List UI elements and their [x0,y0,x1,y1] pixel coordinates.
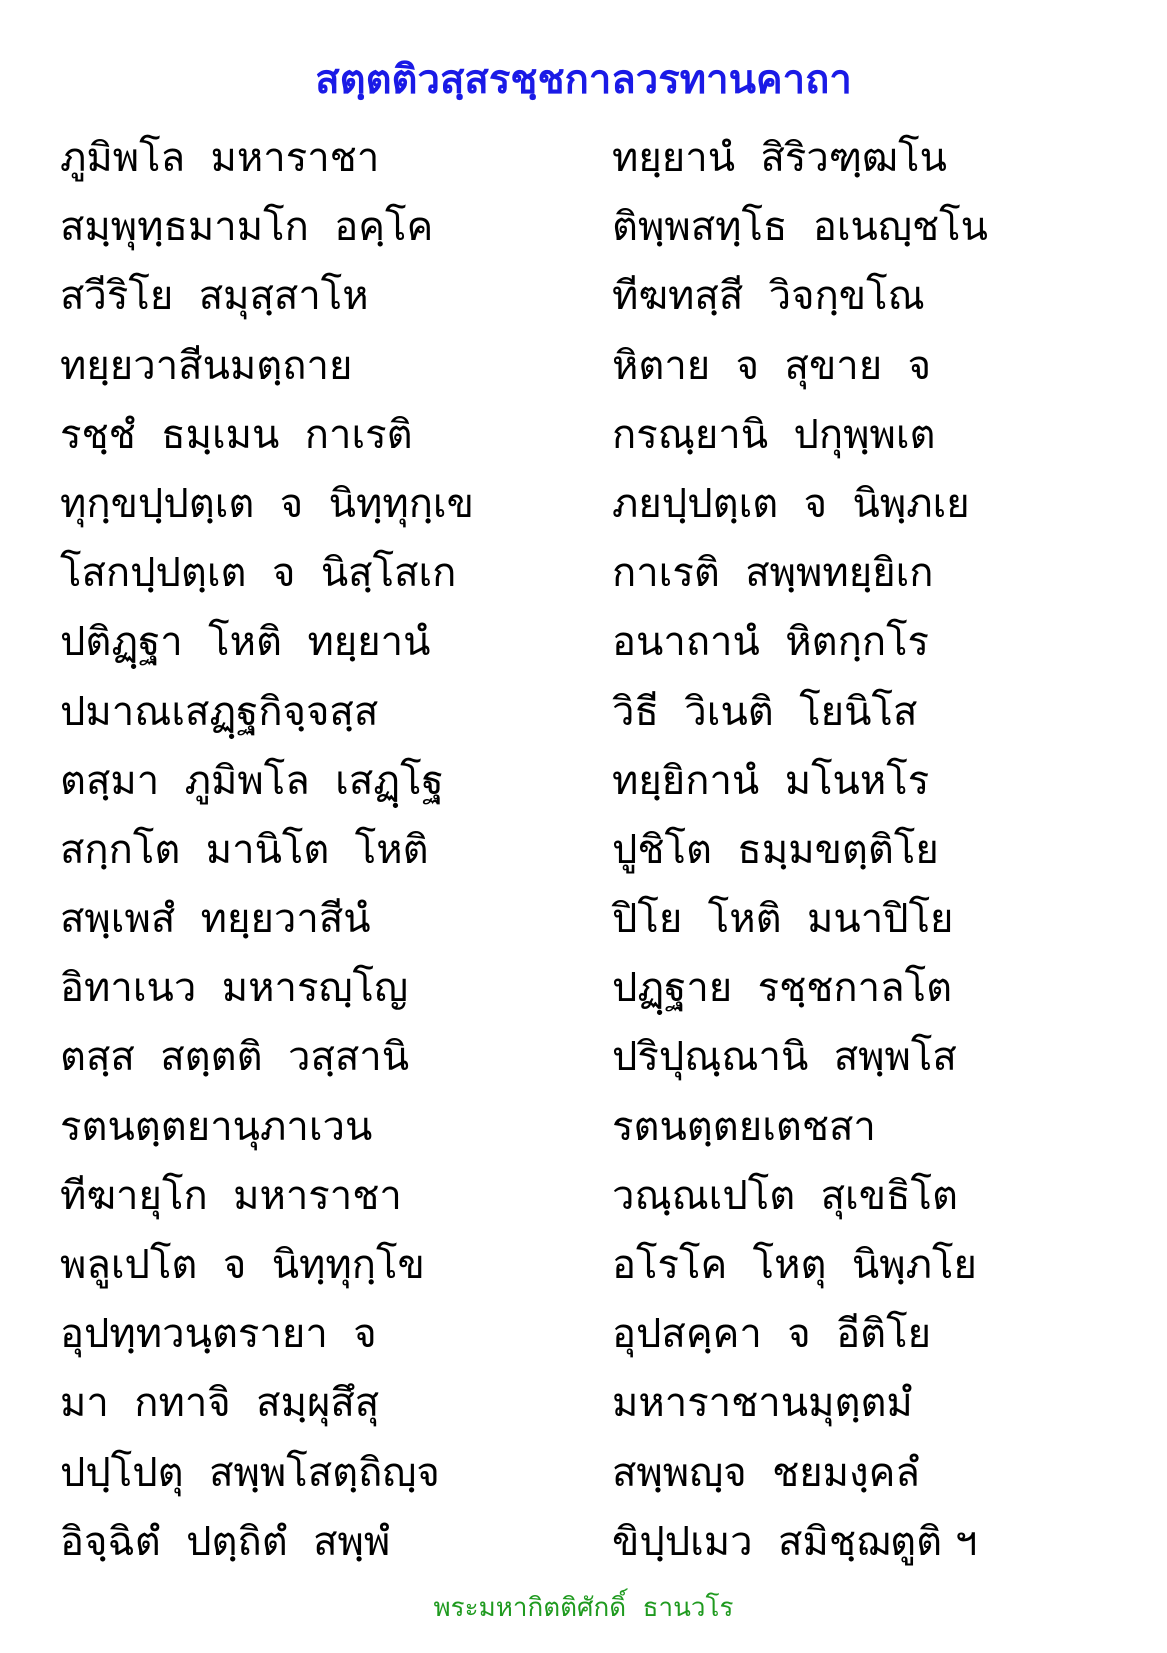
verse-row [60,1093,1140,1162]
verse-row [60,539,1140,608]
verse-line-left: สมฺพุทฺธมามโก อคฺโค [60,204,434,251]
verse-row [60,193,1140,262]
verse-row [60,401,1140,470]
verse-line-right: ทีฆทสฺสี วิจกฺขโณ [612,273,925,320]
verse-row [60,332,1140,401]
verse-line-right: อนาถานํ หิตกฺกโร [612,619,930,666]
verse-row [60,816,1140,885]
verse-line-right: อุปสคฺคา จ อีติโย [612,1311,932,1358]
verse-line-left: ปปฺโปตุ สพฺพโสตฺถิญฺจ [60,1449,440,1496]
verse-line-left: ตสฺมา ภูมิพโล เสฏฺโฐ [60,757,444,804]
verse-row [60,1439,1140,1508]
verse-line-left: รชฺชํ ธมฺเมน กาเรติ [60,411,413,458]
verse-row [60,1300,1140,1369]
verse-line-right: อโรโค โหตุ นิพฺภโย [612,1242,977,1288]
verse-line-right: กรณฺยานิ ปกุพฺพเต [612,411,936,458]
verse-line-left: อุปทฺทวนฺตรายา จ [60,1311,377,1358]
verse-line-left: อิจฺฉิตํ ปตฺถิตํ สพฺพํ [60,1518,391,1565]
verse-line-left: อิทาเนว มหารญฺโญ [60,965,409,1012]
verse-row [60,1369,1140,1438]
verse-row [60,747,1140,816]
verse-line-left: สกฺกโต มานิโต โหติ [60,826,429,873]
verse-line-right: วณฺณเปโต สุเขธิโต [612,1172,958,1219]
verse-line-left: สวีริโย สมุสฺสาโห [60,273,369,320]
verse-line-right: หิตาย จ สุขาย จ [612,342,932,389]
verse-line-right: ทยฺยิกานํ มโนหโร [612,757,930,804]
verse-line-right: มหาราชานมุตฺตมํ [612,1380,913,1427]
verse-line-left: ทีฆายุโก มหาราชา [60,1172,402,1219]
verse-line-right: รตนตฺตยเตชสา [612,1103,876,1150]
verse-row [60,954,1140,1023]
verse-line-left: พลูเปโต จ นิทฺทุกฺโข [60,1242,425,1288]
verse-line-left: ภูมิพโล มหาราชา [60,135,380,181]
verse-line-right: ปริปุณฺณานิ สพฺพโส [612,1034,957,1081]
verse-line-left: ปมาณเสฏฺฐกิจฺจสฺส [60,688,379,735]
verse-line-right: ขิปฺปเมว สมิชฺฌตูติ ฯ [612,1518,978,1565]
verse-row [60,1023,1140,1092]
verse-row [60,262,1140,331]
verse-row [60,885,1140,954]
verse-line-left: ทยฺยวาสีนมตฺถาย [60,342,353,389]
page-title: สตฺตติวสฺสรชฺชกาลวรทานคาถา [315,57,852,103]
verse-row [60,1231,1140,1300]
verse-line-left: ตสฺส สตฺตติ วสฺสานิ [60,1034,410,1081]
verse-line-right: ปฏฺฐาย รชฺชกาลโต [612,965,953,1012]
verse-line-right: ภยปฺปตฺเต จ นิพฺภเย [612,480,970,527]
verse-row [60,608,1140,677]
verse-line-left: รตนตฺตยานุภาเวน [60,1103,373,1150]
verse-row [60,1162,1140,1231]
verse-line-left: ทุกฺขปฺปตฺเต จ นิทฺทุกฺเข [60,480,474,527]
verse-line-right: วิธี วิเนติ โยนิโส [612,688,918,735]
verse-line-right: ทยฺยานํ สิริวฑฺฒโน [612,135,947,181]
verse-row [60,470,1140,539]
verse-row [60,678,1140,747]
verse-line-left: สพฺเพสํ ทยฺยวาสีนํ [60,896,371,943]
verse-line-right: ปิโย โหติ มนาปิโย [612,896,954,943]
verse-list [60,124,1140,1577]
verse-line-right: ปูชิโต ธมฺมขตฺติโย [612,826,939,873]
verse-line-left: โสกปฺปตฺเต จ นิสฺโสเก [60,550,457,597]
verse-line-left: มา กทาจิ สมฺผุสึสุ [60,1380,380,1427]
verse-line-right: ติพฺพสทฺโธ อเนญฺชโน [612,204,988,251]
author-signature: พระมหากิตติศักดิ์ ธานวโร [433,1593,734,1623]
verse-line-right: สพฺพญฺจ ชยมงฺคลํ [612,1449,920,1496]
verse-line-right: กาเรติ สพฺพทยฺยิเก [612,550,934,597]
verse-row [60,124,1140,193]
verse-line-left: ปติฏฺฐา โหติ ทยฺยานํ [60,619,431,666]
verse-row [60,1508,1140,1577]
